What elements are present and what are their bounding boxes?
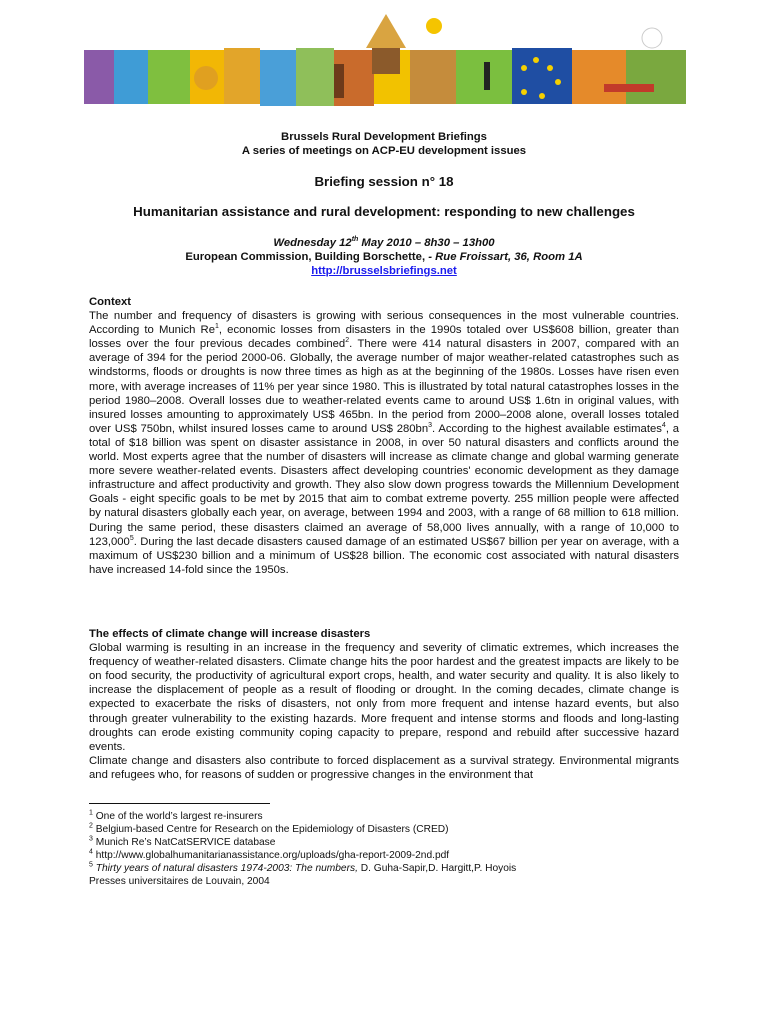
- footnote-3: $^3$ Munich Re’s NatCatSERVICE database: [89, 835, 276, 848]
- header-banner-illustration: [84, 8, 686, 114]
- footnote-ref: 3: [428, 422, 433, 430]
- footnotes: [89, 810, 679, 888]
- climate-paragraph-2: Climate change and disasters also contribute to forced displacement as a survival strategy. Environmental migrants and refugees who, for reasons of sudden or progressive changes in the environment that: [89, 754, 679, 781]
- series-name: Brussels Rural Development Briefings: [281, 131, 487, 143]
- session-number: Briefing session n° 18: [314, 174, 454, 189]
- footnote-ref: 1: [214, 323, 219, 331]
- footnote-ref: 4: [661, 422, 666, 430]
- series-heading: [0, 130, 768, 158]
- footnote-4: $^4$ http://www.globalhumanitarianassistance.org/uploads/gha-report-2009-2nd.pdf: [89, 848, 450, 861]
- footnote-5-cont: Presses universitaires de Louvain, 2004: [89, 876, 270, 887]
- climate-paragraph: Global warming is resulting in an increase in the frequency and severity of climatic extremes, which increases the frequency of weather-related disasters. Climate change hits the poor hardest and the greatest impacts are likely to be on food security, the productivity of agricultural export crops, health, and water security and quality. It is also likely to increase the displacement of people as a result of flooding or drought. In the coming decades, climate change is expected to exacerbate the risks of disasters, not only from more frequent and intense hazard events, but also through greater vulnerability to the existing hazards. More frequent and intense storms and floods and long-lasting droughts can erode existing community coping capacity to prepare, respond and rebuild after successive hazard events.: [89, 642, 679, 753]
- climate-section: [89, 627, 679, 782]
- climate-heading: The effects of climate change will increase disasters: [89, 628, 371, 640]
- footnote-ref: 5: [129, 534, 134, 542]
- footnote-1: $^1$ One of the world’s largest re-insurers: [89, 809, 263, 822]
- footnote-2: $^2$ Belgium-based Centre for Research on the Epidemiology of Disasters (CRED): [89, 822, 449, 835]
- footnote-ref: 2: [345, 337, 350, 345]
- event-date: Wednesday 12th May 2010 – 8h30 – 13h00: [273, 236, 495, 249]
- event-venue: European Commission, Building Borschette, - Rue Froissart, 36, Room 1A: [185, 251, 583, 263]
- context-section: [89, 295, 679, 577]
- event-details: [0, 236, 768, 278]
- context-paragraph: The number and frequency of disasters is growing with serious consequences in the most vulnerable countries. According to Munich Re$^1$, economic losses from disasters in the 1990s totaled over US$608 billion, greater than losses over the four previous decades combined$^2$. There were 414 natural disasters in 2007, compared with an average of 394 for the period 2000-06. Globally, the average number of major weather-related catastrophes such as windstorms, floods or droughts is now three times as high as at the beginning of the 1980s. Losses have risen even more, with average increases of 11% per year since 1980. This is illustrated by total natural catastrophes losses in the period 1980–2008. Overall losses due to weather-related events came to around US$ 1.6tn in original values, with insured losses amounting to approximately US$ 465bn. In the period from 2000–2008 alone, overall losses totaled over US$ 750bn, whilst insured losses came to around US$ $280bn^3$. According to the highest available estimates$^4$, a total of $18 billion was spent on disaster assistance in 2008, in over 50 natural disasters and conflicts around the world. Most experts agree that the number of disasters will increase as climate change and global warming generate more severe weather-related events. Disasters affect developing countries' economic development as they damage infrastructure and affect productivity and growth. They also slow down progress towards the Millennium Development Goals - eight specific goals to be met by 2015 that aim to combat extreme poverty. 255 million people were affected by natural disasters globally each year, on average, between 1994 and 2003, with a range of 68 million to 618 million. During the same period, these disasters claimed an average of 58,000 lives annually, with a range of 10,000 to 123,000$^5$. During the last decade disasters caused damage of an estimated US$67 billion per year on average, with a maximum of US$230 billion and a minimum of US$28 billion. The economic cost associated with natural disasters have increased 14-fold since the 1950s.: [89, 310, 680, 576]
- footnote-5: $^5$ Thirty years of natural disasters 1974-2003: The numbers, D. Guha-Sapir,D. Hargitt,P. Hoyois: [89, 861, 517, 874]
- series-subtitle: A series of meetings on ACP-EU development issues: [241, 145, 527, 157]
- footnote-divider: [89, 803, 270, 804]
- context-heading: Context: [89, 296, 132, 308]
- page-title: Humanitarian assistance and rural development: responding to new challenges: [133, 204, 635, 219]
- website-link[interactable]: http://brusselsbriefings.net: [311, 265, 457, 277]
